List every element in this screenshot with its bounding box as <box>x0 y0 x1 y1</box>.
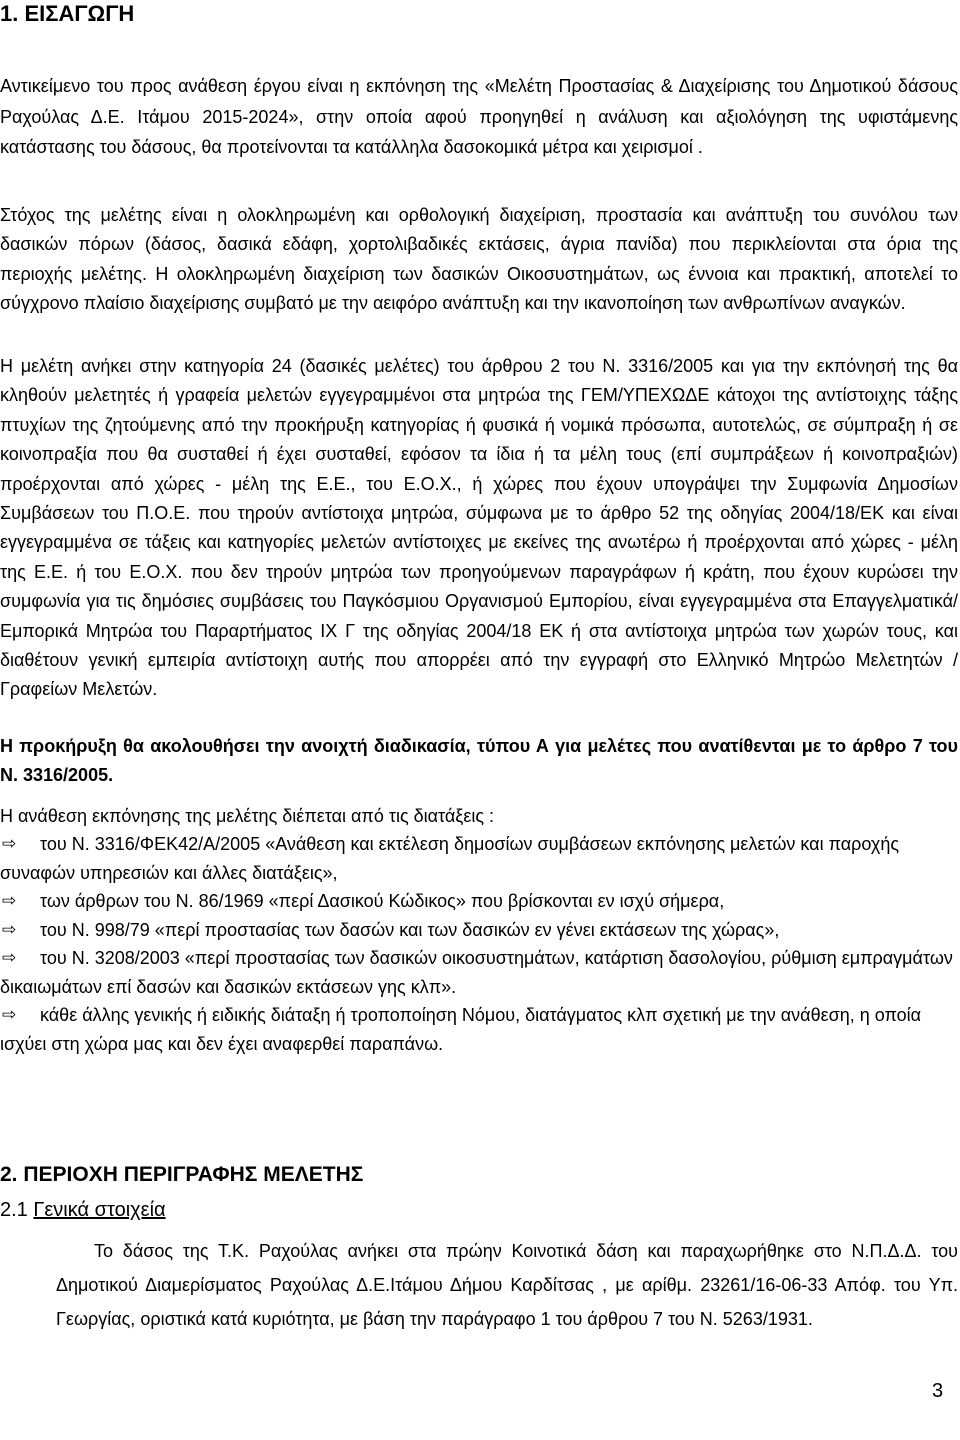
provision-item: ⇨ των άρθρων του Ν. 86/1969 «περί Δασικού Κώδικος» που βρίσκονται εν ισχύ σήμερα, <box>0 887 958 916</box>
subsection-title: Γενικά στοιχεία <box>33 1199 166 1221</box>
provisions-intro: Η ανάθεση εκπόνησης της μελέτης διέπεται από τις διατάξεις : <box>0 806 495 826</box>
general-info-paragraph: Το δάσος της Τ.Κ. Ραχούλας ανήκει στα πρώην Κοινοτικά δάση και παραχωρήθηκε στο Ν.Π.Δ.Δ. του Δημοτικού Διαμερίσματος Ραχούλας Δ.Ε.Ιτάμου Δήμου Καρδίτσας , με αρίθμ. 23261/16-06-33 Απόφ. του Υπ. Γεωργίας, οριστικά κατά κυριότητα, με βάση την παράγραφο 1 του άρθρου 7 του Ν. 5263/1931. <box>56 1241 958 1329</box>
procedure-paragraph: Η προκήρυξη θα ακολουθήσει την ανοιχτή διαδικασία, τύπου Α για μελέτες που ανατίθενται με το άρθρο 7 του Ν. 3316/2005. <box>0 736 958 786</box>
objective-paragraph: Στόχος της μελέτης είναι η ολοκληρωμένη και ορθολογική διαχείριση, προστασία και ανάπτυξη του συνόλου των δασικών πόρων (δάσος, δασικά εδάφη, χορτολιβαδικές εκτάσεις, άγρια πανίδα) που περικλείονται στα όρια της περιοχής μελέτης. Η ολοκληρωμένη διαχείριση των δασικών Οικοσυστημάτων, ως έννοια και πρακτική, αποτελεί το σύγχρονο πλαίσιο διαχείρισης συμβατό με την αειφόρο ανάπτυξη και την ικανοποίηση των ανθρωπίνων αναγκών. <box>0 205 958 314</box>
hollow-right-arrow-icon: ⇨ <box>2 919 17 939</box>
hollow-right-arrow-icon: ⇨ <box>2 834 17 853</box>
provision-item: ⇨ του Ν. 998/79 «περί προστασίας των δασών και των δασικών εν γένει εκτάσεων της χώρας», <box>0 916 958 945</box>
provision-item: ⇨ του Ν. 3316/ΦΕΚ42/Α/2005 «Ανάθεση και εκτέλεση δημοσίων συμβάσεων εκπόνησης μελετών και παροχής συναφών υπηρεσιών και άλλες διατάξεις», <box>0 830 958 887</box>
subsection-number: 2.1 <box>0 1199 28 1221</box>
page-number: 3 <box>932 1380 944 1402</box>
intro-paragraph: Αντικείμενο του προς ανάθεση έργου είναι η εκπόνηση της «Μελέτη Προστασίας & Διαχείρισης του Δημοτικού δάσους Ραχούλας Δ.Ε. Ιτάμου 2015-2024», στην οποία αφού προηγηθεί η ανάλυση και αξιολόγηση της υφιστάμενης κατάστασης του δάσους, θα προτείνονται τα κατάλληλα δασοκομικά μέτρα και χειρισμοί . <box>0 76 958 158</box>
section-2-heading: 2. ΠΕΡΙΟΧΗ ΠΕΡΙΓΡΑΦΗΣ ΜΕΛΕΤΗΣ <box>0 1163 364 1186</box>
hollow-right-arrow-icon: ⇨ <box>2 891 17 910</box>
eligibility-paragraph: Η μελέτη ανήκει στην κατηγορία 24 (δασικές μελέτες) του άρθρου 2 του Ν. 3316/2005 και για την εκπόνησή της θα κληθούν μελετητές ή γραφεία μελετών εγγεγραμμένοι στα μητρώα της ΓΕΜ/ΥΠΕΧΩΔΕ κάτοχοι της αντίστοιχης τάξης πτυχίων της ζητούμενης από την προκήρυξη κατηγορίας ή φυσικά ή νομικά πρόσωπα, αυτοτελώς, σε σύμπραξη ή σε κοινοπραξία που θα συσταθεί ή έχει συσταθεί, εφόσον τα ίδια ή τα μέλη τους (επί συμπράξεων ή κοινοπραξιών) προέρχονται από χώρες - μέλη της Ε.Ε., του Ε.Ο.Χ., ή χώρες που έχουν υπογράψει την Συμφωνία Δημοσίων Συμβάσεων του Π.Ο.Ε. που τηρούν αντίστοιχα μητρώα, σύμφωνα με το άρθρο 52 της οδηγίας 2004/18/ΕΚ και είναι εγγεγραμμένα σε τάξεις και κατηγορίες μελετών αντίστοιχες με εκείνες της ανωτέρω ή προέρχονται από χώρες - μέλη της Ε.Ε. ή του Ε.Ο.Χ. που δεν τηρούν μητρώα των προηγούμενων παραγράφων ή κράτη, που έχουν κυρώσει την συμφωνία για τις δημόσιες συμβάσεις του Παγκόσμιου Οργανισμού Εμπορίου, είναι εγγεγραμμένα στα Επαγγελματικά/ Εμπορικά Μητρώα του Παραρτήματος ΙΧ Γ της οδηγίας 2004/18 ΕΚ ή στα αντίστοιχα μητρώα των χωρών τους, και διαθέτουν γενική εμπειρία αντίστοιχη αυτής που απορρέει από την εγγραφή στο Ελληνικό Μητρώο Μελετητών / Γραφείων Μελετών. <box>0 356 958 700</box>
subsection-2-1-heading <box>0 1197 166 1223</box>
provisions-list <box>0 830 958 1058</box>
provision-item: ⇨ κάθε άλλης γενικής ή ειδικής διάταξη ή τροποποίηση Νόμου, διατάγματος κλπ σχετική με την ανάθεση, η οποία ισχύει στη χώρα μας και δεν έχει αναφερθεί παραπάνω. <box>0 1001 958 1058</box>
hollow-right-arrow-icon: ⇨ <box>2 1005 17 1024</box>
provision-item: ⇨ του Ν. 3208/2003 «περί προστασίας των δασικών οικοσυστημάτων, κατάρτιση δασολογίου, ρύθμιση εμπραγμάτων δικαιωμάτων επί δασών και δασικών εκτάσεων γης κλπ». <box>0 944 958 1001</box>
hollow-right-arrow-icon: ⇨ <box>2 948 17 967</box>
section-1-heading: 1. ΕΙΣΑΓΩΓΗ <box>0 1 135 26</box>
